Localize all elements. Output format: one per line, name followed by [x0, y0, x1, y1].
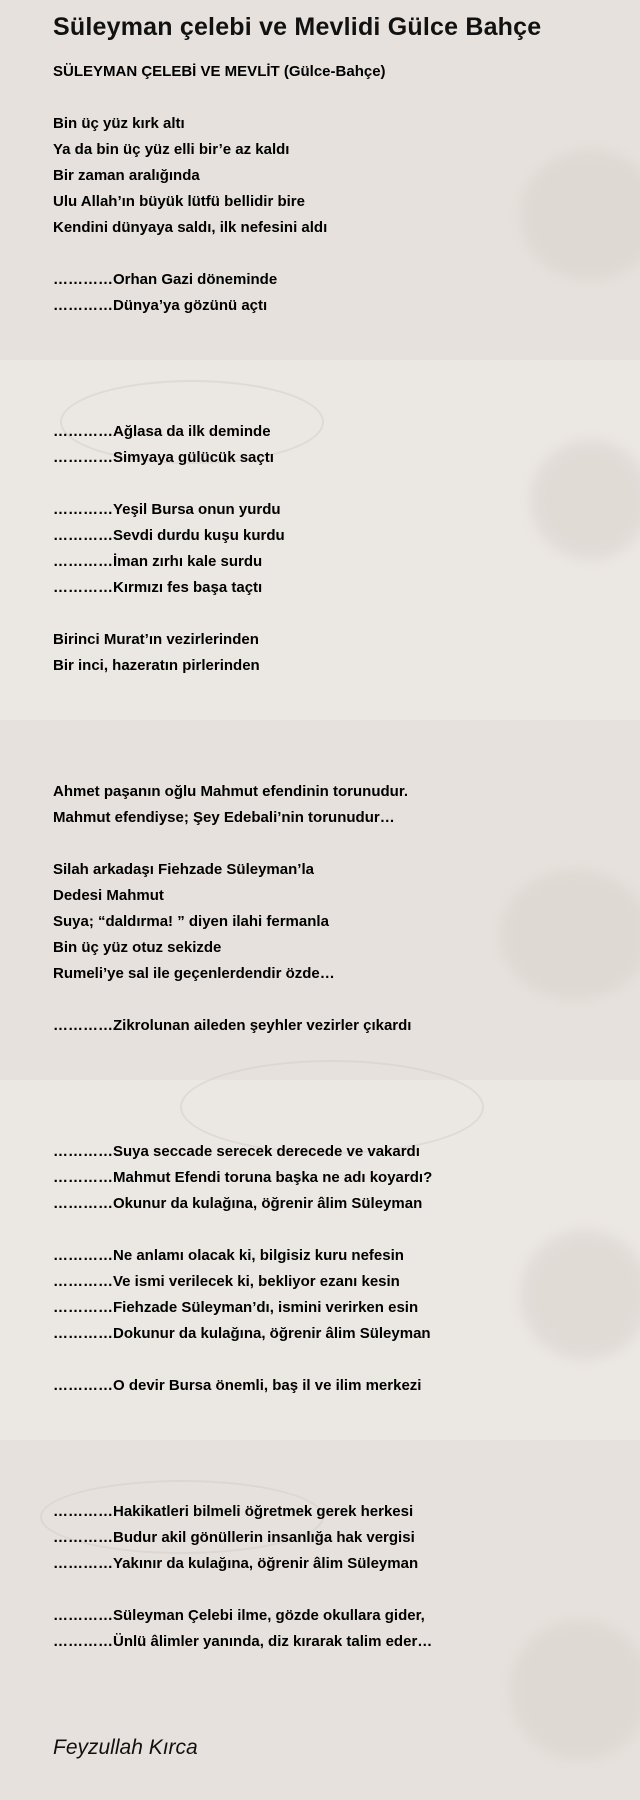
- stanza: [53, 267, 616, 319]
- poem-line: …………Ünlü âlimler yanında, diz kırarak talim eder…: [53, 1633, 433, 1650]
- poem-line: …………O devir Bursa önemli, baş il ve ilim merkezi: [53, 1377, 422, 1394]
- stanza: [53, 419, 616, 471]
- poem-line: Suya; “daldırma! ” diyen ilahi fermanla: [53, 913, 329, 930]
- stanza: [53, 1013, 616, 1039]
- stanza: [53, 857, 616, 987]
- poem-line: …………Hakikatleri bilmeli öğretmek gerek herkesi: [53, 1503, 414, 1520]
- poem-line: …………Kırmızı fes başa taçtı: [53, 579, 263, 596]
- poem-line: …………Orhan Gazi döneminde: [53, 271, 278, 288]
- poem-line: …………Yeşil Bursa onun yurdu: [53, 501, 281, 518]
- poem-line: …………Süleyman Çelebi ilme, gözde okullara gider,: [53, 1607, 425, 1624]
- poem-line: …………Ve ismi verilecek ki, bekliyor ezanı kesin: [53, 1273, 400, 1290]
- poem-line: …………Ağlasa da ilk deminde: [53, 423, 271, 440]
- poem-line: …………Dünya’ya gözünü açtı: [53, 297, 268, 314]
- poem-line: Ya da bin üç yüz elli bir’e az kaldı: [53, 141, 290, 158]
- poem-line: Kendini dünyaya saldı, ilk nefesini aldı: [53, 219, 328, 236]
- poem-line: …………Okunur da kulağına, öğrenir âlim Süleyman: [53, 1195, 423, 1212]
- poem-line: Ahmet paşanın oğlu Mahmut efendinin torunudur.: [53, 783, 408, 800]
- poem-line: Bin üç yüz kırk altı: [53, 115, 185, 132]
- poem-line: Ulu Allah’ın büyük lütfü bellidir bire: [53, 193, 305, 210]
- page-title: Süleyman çelebi ve Mevlidi Gülce Bahçe: [53, 13, 542, 41]
- poem-line: Mahmut efendiyse; Şey Edebali’nin torunudur…: [53, 809, 395, 826]
- poem-line: …………Mahmut Efendi toruna başka ne adı koyardı?: [53, 1169, 433, 1186]
- poem-line: …………Budur akil gönüllerin insanlığa hak vergisi: [53, 1529, 415, 1546]
- poem-line: …………İman zırhı kale surdu: [53, 553, 263, 570]
- stanza: [53, 1499, 616, 1577]
- poem-line: Birinci Murat’ın vezirlerinden: [53, 631, 259, 648]
- stanza: [53, 1139, 616, 1217]
- poem-line: Dedesi Mahmut: [53, 887, 164, 904]
- poem-body: [53, 111, 616, 1655]
- poem-line: Bin üç yüz otuz sekizde: [53, 939, 222, 956]
- stanza: [53, 1373, 616, 1399]
- stanza: [53, 1603, 616, 1655]
- poem-line: Rumeli’ye sal ile geçenlerdendir özde…: [53, 965, 335, 982]
- stanza: [53, 111, 616, 241]
- poem-line: …………Ne anlamı olacak ki, bilgisiz kuru nefesin: [53, 1247, 404, 1264]
- stanza: [53, 1243, 616, 1347]
- poem-line: …………Yakınır da kulağına, öğrenir âlim Süleyman: [53, 1555, 419, 1572]
- stanza: [53, 627, 616, 679]
- poem-line: Bir zaman aralığında: [53, 167, 200, 184]
- poem-line: …………Dokunur da kulağına, öğrenir âlim Süleyman: [53, 1325, 431, 1342]
- poem-line: …………Sevdi durdu kuşu kurdu: [53, 527, 285, 544]
- poem-line: …………Simyaya gülücük saçtı: [53, 449, 274, 466]
- author-name: Feyzullah Kırca: [53, 1736, 198, 1759]
- poem-line: …………Zikrolunan aileden şeyhler vezirler çıkardı: [53, 1017, 412, 1034]
- stanza: [53, 779, 616, 831]
- poem-line: Bir inci, hazeratın pirlerinden: [53, 657, 260, 674]
- poem-line: …………Suya seccade serecek derecede ve vakardı: [53, 1143, 420, 1160]
- stanza: [53, 497, 616, 601]
- poem-subtitle: SÜLEYMAN ÇELEBİ VE MEVLİT (Gülce-Bahçe): [53, 63, 386, 80]
- poem-line: …………Fiehzade Süleyman’dı, ismini verirken esin: [53, 1299, 419, 1316]
- poem-line: Silah arkadaşı Fiehzade Süleyman’la: [53, 861, 314, 878]
